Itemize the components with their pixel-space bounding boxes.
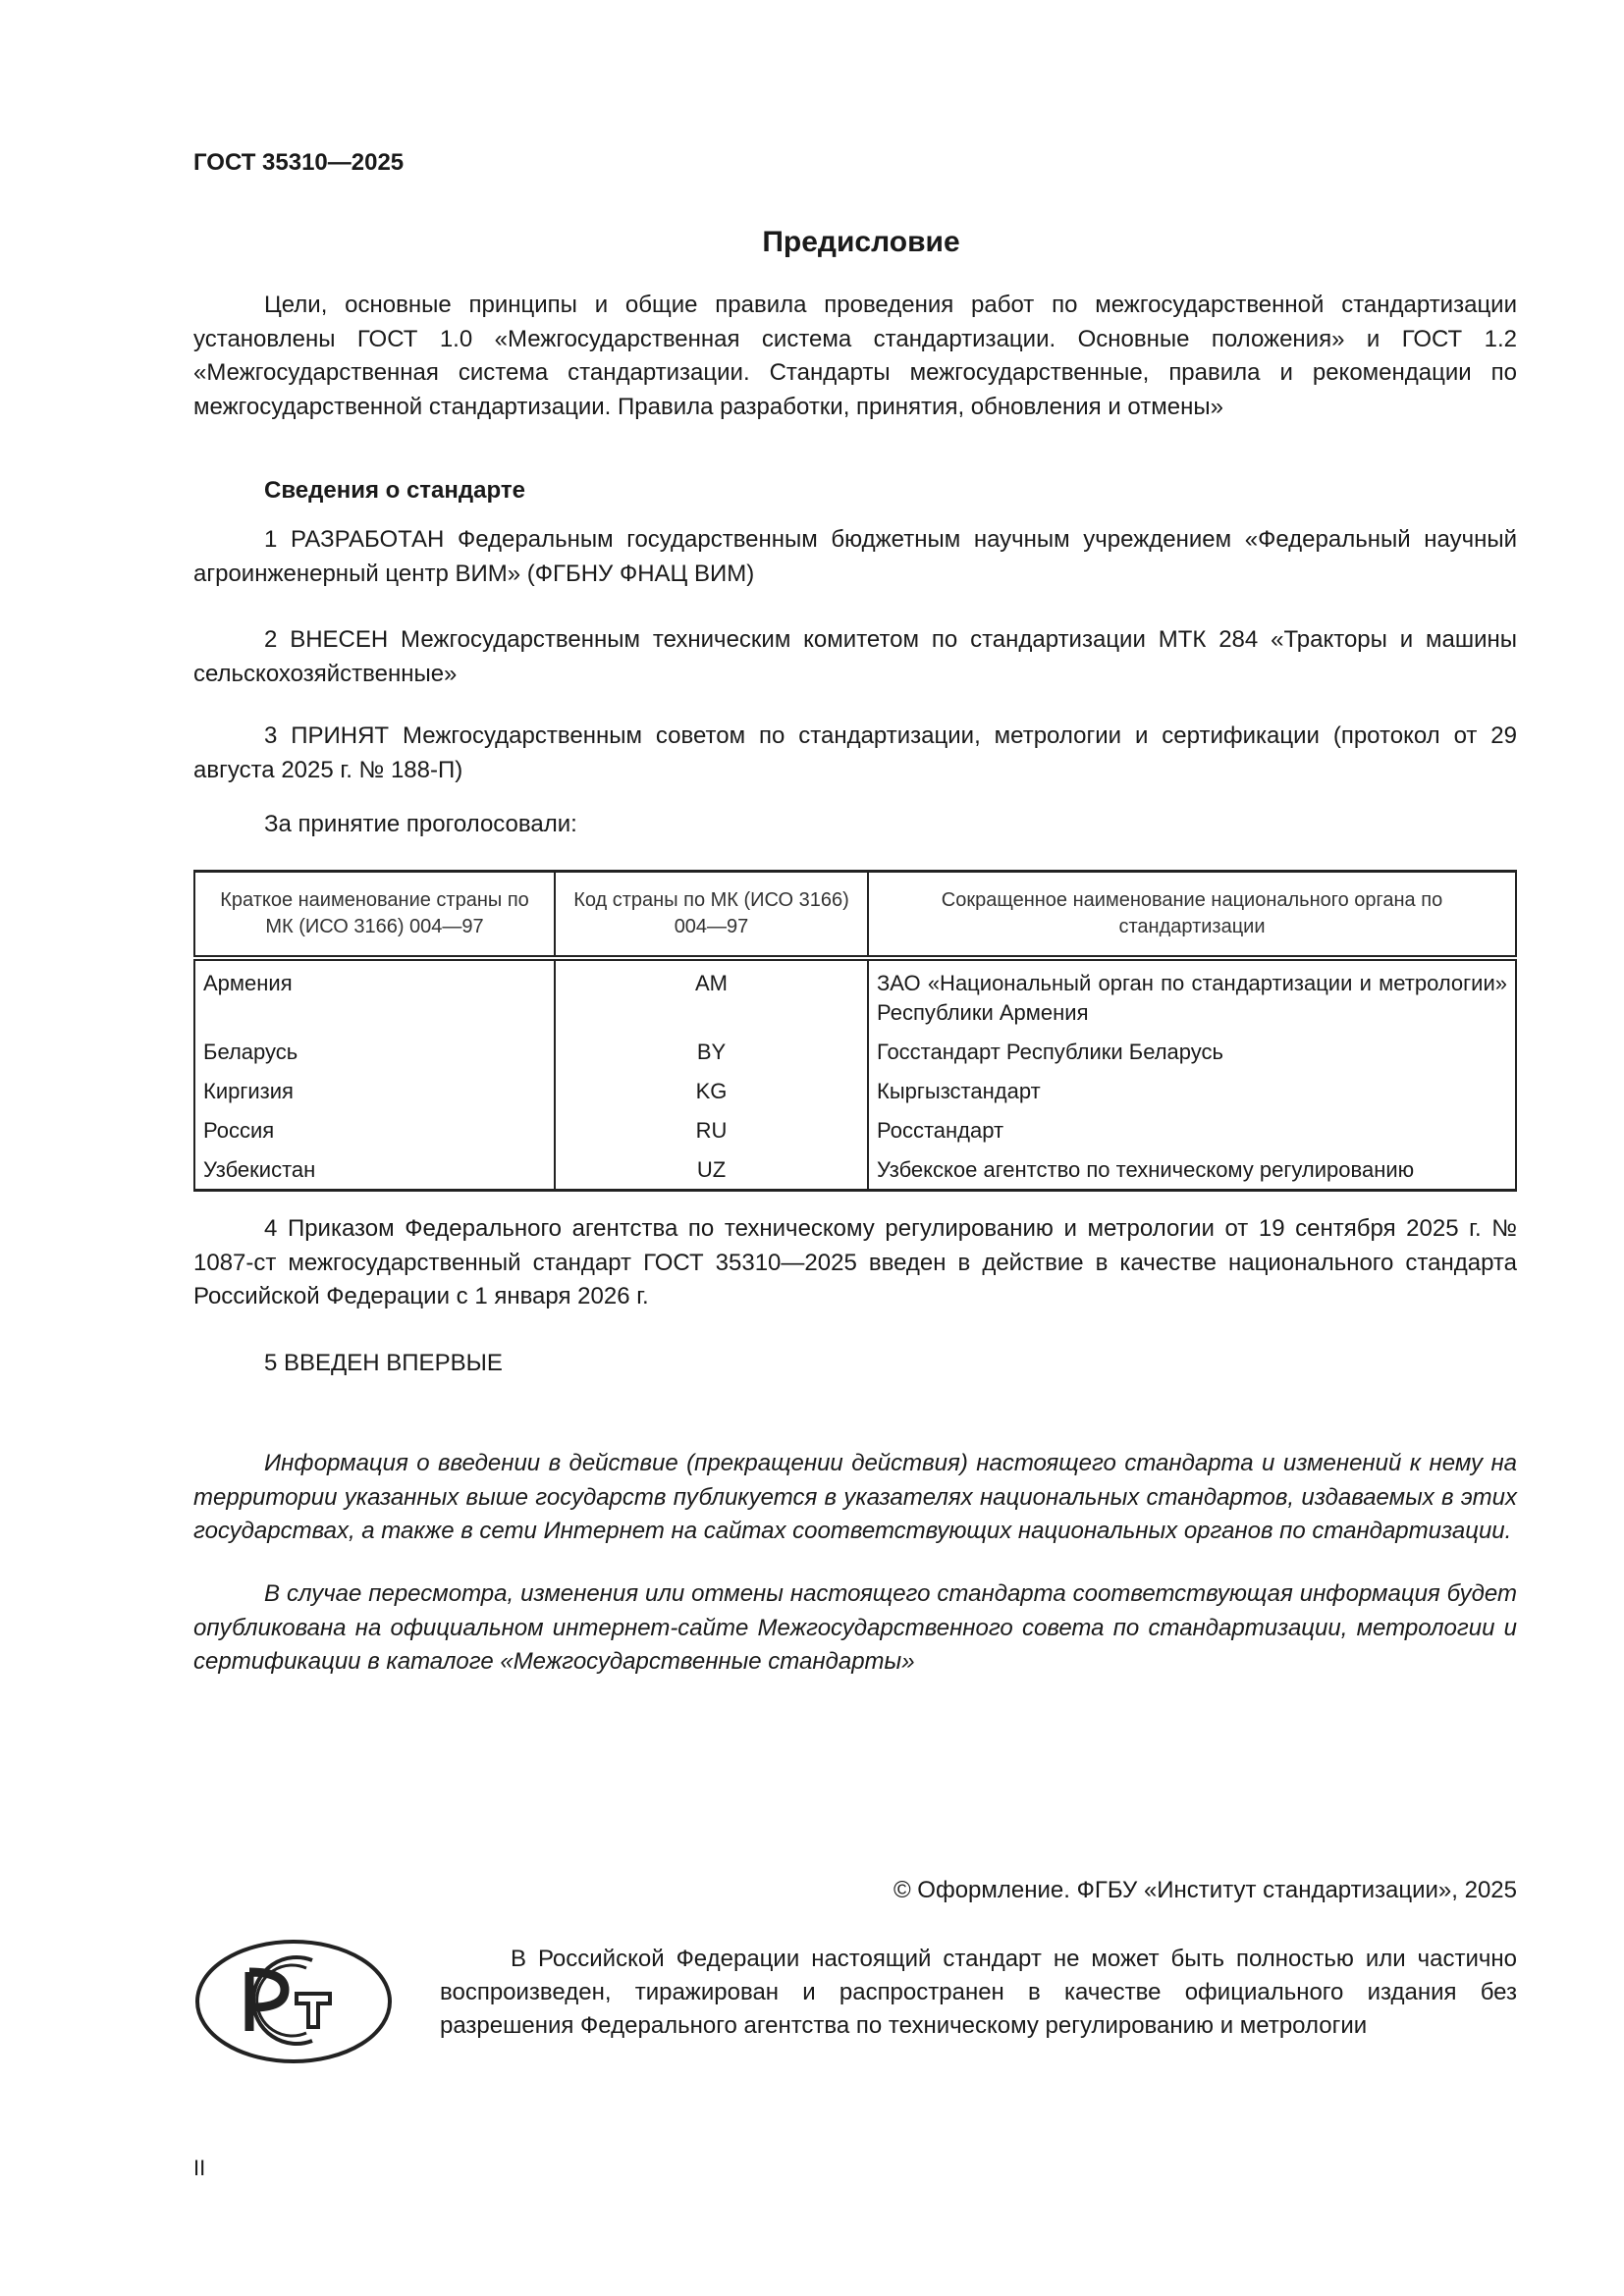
- cell-code: BY: [555, 1030, 868, 1069]
- copyright: © Оформление. ФГБУ «Институт стандартизации», 2025: [893, 1877, 1517, 1903]
- intro-paragraph: Цели, основные принципы и общие правила проведения работ по межгосударственной стандартизации установлены ГОСТ 1.0 «Межгосударственная система стандартизации. Основные положения» и ГОСТ 1.2 «Межгосударственная система стандартизации. Стандарты межгосударственные, правила и рекомендации по межгосударственной стандартизации. Правила разработки, принятия, обновления и отмены»: [193, 292, 1517, 420]
- table-row: [194, 958, 1516, 1030]
- notice-paragraph-1: Информация о введении в действие (прекращении действия) настоящего стандарта и изменений к нему на территории указанных выше государств публикуется в указателях национальных стандартов, издаваемых в этих государствах, а также в сети Интернет на сайтах соответствующих национальных органов по стандартизации.: [193, 1450, 1517, 1544]
- cell-body: Росстандарт: [868, 1108, 1516, 1148]
- cell-country: Россия: [194, 1108, 555, 1148]
- item-5: 5 ВВЕДЕН ВПЕРВЫЕ: [264, 1350, 503, 1376]
- cell-code: AM: [555, 958, 868, 1030]
- item-3: 3 ПРИНЯТ Межгосударственным советом по стандартизации, метрологии и сертификации (протокол от 29 августа 2025 г. № 188-П): [193, 722, 1517, 783]
- section-heading: Сведения о стандарте: [264, 477, 525, 504]
- cell-body: Кыргызстандарт: [868, 1069, 1516, 1108]
- item-1: 1 РАЗРАБОТАН Федеральным государственным бюджетным научным учреждением «Федеральный научный агроинженерный центр ВИМ» (ФГБНУ ФНАЦ ВИМ): [193, 526, 1517, 587]
- page-number: II: [193, 2156, 206, 2180]
- item-2: 2 ВНЕСЕН Межгосударственным техническим комитетом по стандартизации МТК 284 «Тракторы и машины сельскохозяйственные»: [193, 626, 1517, 687]
- cell-country: Киргизия: [194, 1069, 555, 1108]
- notice-paragraph-2: В случае пересмотра, изменения или отмены настоящего стандарта соответствующая информация будет опубликована на официальном интернет-сайте Межгосударственного совета по стандартизации, метрологии и сертификации в каталоге «Межгосударственные стандарты»: [193, 1580, 1517, 1675]
- countries-table: [193, 870, 1517, 1192]
- cell-code: KG: [555, 1069, 868, 1108]
- table-header-row: [194, 872, 1516, 959]
- cell-country: Армения: [194, 958, 555, 1030]
- document-id: ГОСТ 35310—2025: [193, 149, 405, 176]
- item-4: 4 Приказом Федерального агентства по техническому регулированию и метрологии от 19 сентября 2025 г. № 1087-ст межгосударственный стандарт ГОСТ 35310—2025 введен в действие в качестве национального стандарта Российской Федерации с 1 января 2026 г.: [193, 1215, 1517, 1309]
- cell-body: Госстандарт Республики Беларусь: [868, 1030, 1516, 1069]
- header-code: Код страны по МК (ИСО 3166) 004—97: [555, 872, 868, 959]
- cell-code: RU: [555, 1108, 868, 1148]
- table-row: [194, 1030, 1516, 1069]
- header-country: Краткое наименование страны по МК (ИСО 3166) 004—97: [194, 872, 555, 959]
- cell-body: ЗАО «Национальный орган по стандартизации и метрологии» Республики Армения: [868, 958, 1516, 1030]
- reproduction-notice: В Российской Федерации настоящий стандарт не может быть полностью или частично воспроизведен, тиражирован и распространен в качестве официального издания без разрешения Федерального агентства по техническому регулированию и метрологии: [440, 1946, 1517, 2039]
- cell-country: Узбекистан: [194, 1148, 555, 1191]
- cell-body: Узбекское агентство по техническому регулированию: [868, 1148, 1516, 1191]
- header-body: Сокращенное наименование национального органа по стандартизации: [868, 872, 1516, 959]
- rst-logo: [194, 1939, 393, 2071]
- rst-seal-icon: [194, 1939, 393, 2064]
- cell-code: UZ: [555, 1148, 868, 1191]
- cell-country: Беларусь: [194, 1030, 555, 1069]
- voted-label: За принятие проголосовали:: [264, 811, 577, 837]
- table-row: [194, 1069, 1516, 1108]
- table-row: [194, 1148, 1516, 1191]
- table-row: [194, 1108, 1516, 1148]
- page-title: Предисловие: [762, 226, 960, 258]
